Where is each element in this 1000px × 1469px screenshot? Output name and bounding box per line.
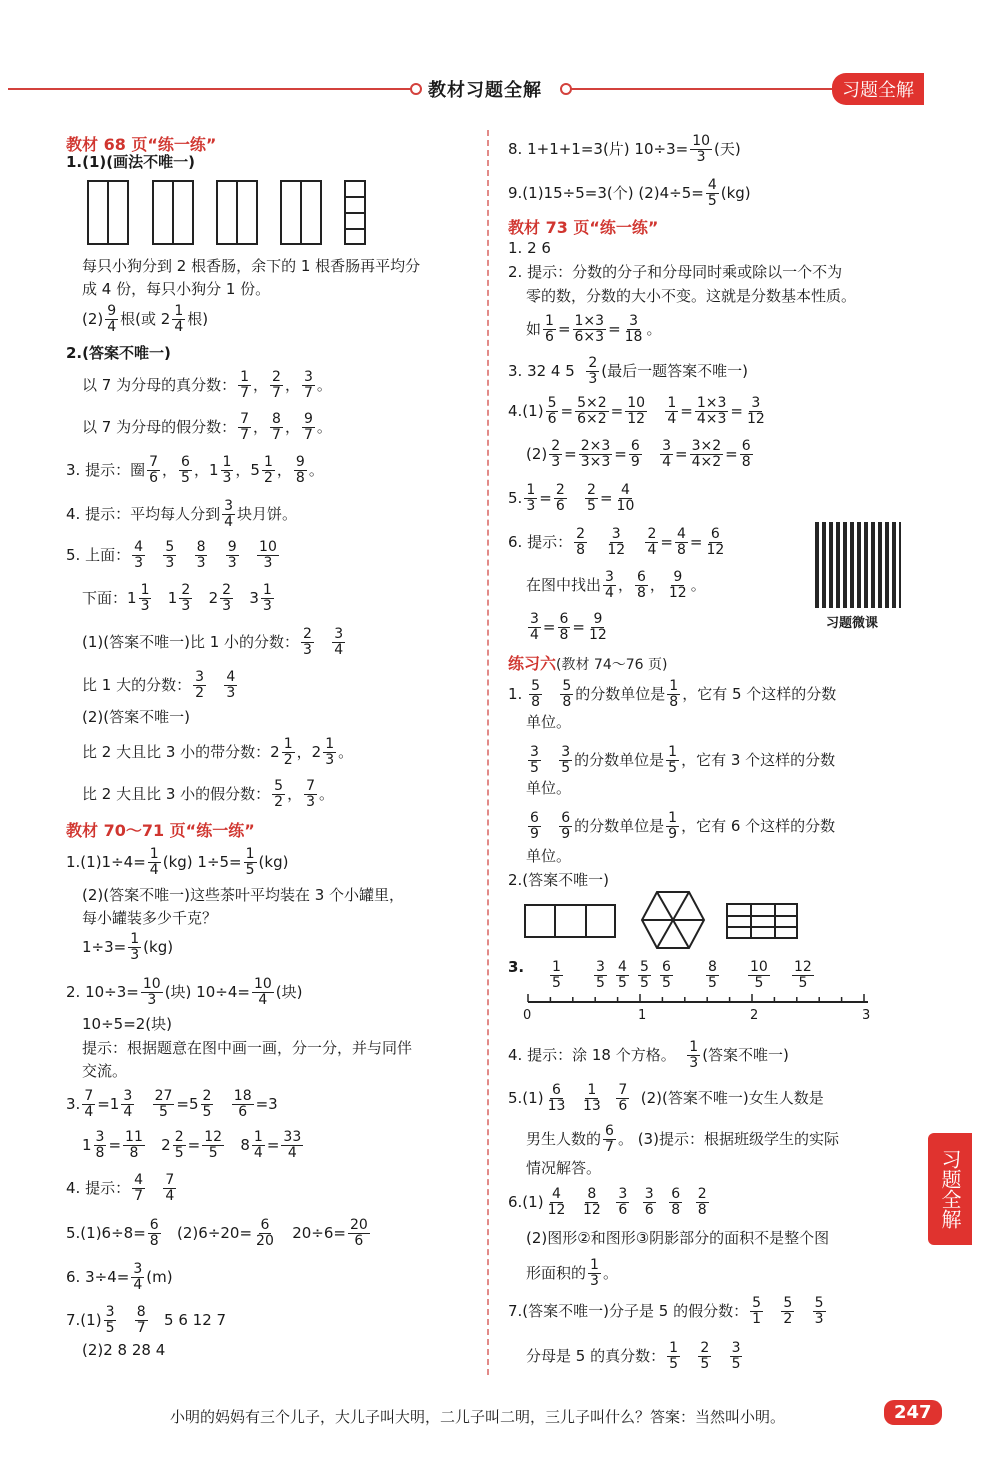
grid-divider bbox=[750, 903, 752, 939]
number-line bbox=[518, 958, 878, 1024]
grid-divider bbox=[726, 915, 798, 917]
text-line: 4.(1) $\frac{5}{6}$ = $\frac{5\times 2}{6\times 2}$ = $\frac{10}{12}$ $\frac{1}{4}$ = $\frac{1\times 3}{4\times 3}$ = $\frac{3}{12}$ bbox=[508, 395, 765, 427]
text-line: 每小罐装多少千克？ bbox=[82, 909, 218, 927]
section-title: 教材 73 页“练一练” bbox=[508, 218, 659, 237]
text-line: 3. $\frac{7}{4}$ =1 $\frac{3}{4}$ $\frac{27}{5}$ =5 $\frac{2}{5}$ $\frac{18}{6}$ =3 bbox=[66, 1088, 278, 1120]
text-line: (2)(答案不唯一)这些茶叶平均装在 3 个小罐里， bbox=[82, 886, 405, 904]
text-line: 3. 提示：圈 $\frac{7}{6}$ ， $\frac{6}{5}$ ，1 $\frac{1}{3}$ ，5 $\frac{1}{2}$ ， $\frac{9}{8}$ 。 bbox=[66, 454, 324, 486]
text-line: (1)(答案不唯一)比 1 小的分数： $\frac{2}{3}$ $\frac{3}{4}$ bbox=[82, 626, 344, 658]
rect-divider bbox=[107, 180, 109, 245]
text-line: 6. 提示： $\frac{2}{8}$ $\frac{3}{12}$ $\frac{2}{4}$ = $\frac{4}{8}$ = $\frac{6}{12}$ bbox=[508, 526, 725, 558]
tick-label-3: 3 bbox=[862, 1008, 871, 1023]
footer-text: 小明的妈妈有三个儿子，大儿子叫大明，二儿子叫二明，三儿子叫什么？答案：当然叫小明。 bbox=[170, 1408, 786, 1426]
page-number: 247 bbox=[884, 1400, 942, 1425]
text-line: 下面：1 $\frac{1}{3}$ 1 $\frac{2}{3}$ 2 $\frac{2}{3}$ 3 $\frac{1}{3}$ bbox=[82, 582, 272, 614]
header-rule-left bbox=[8, 88, 413, 90]
text-line: $\frac{3}{5}$ $\frac{3}{5}$ 的分数单位是 $\frac{1}{5}$ ，它有 3 个这样的分数 bbox=[530, 744, 836, 776]
text-line: 8. 1+1+1=3(片) 10÷3= $\frac{10}{3}$ (天) bbox=[508, 133, 741, 165]
text-line: 5.(1) $\frac{6}{13}$ $\frac{1}{13}$ $\frac{7}{6}$ (2)(答案不唯一)女生人数是 bbox=[508, 1082, 824, 1114]
text-line: $\frac{6}{9}$ $\frac{6}{9}$ 的分数单位是 $\frac{1}{9}$ ，它有 6 个这样的分数 bbox=[530, 810, 836, 842]
text-line: 7.(1) $\frac{3}{5}$ $\frac{8}{7}$ 5 6 12 7 bbox=[66, 1304, 227, 1336]
text-line: 9.(1)15÷5=3(个) (2)4÷5= $\frac{4}{5}$ (kg) bbox=[508, 177, 751, 209]
tick-label-1: 1 bbox=[638, 1008, 647, 1023]
text-line: 单位。 bbox=[526, 847, 572, 865]
rect-divider bbox=[585, 904, 587, 938]
text-line: 比 2 大且比 3 小的带分数：2 $\frac{1}{2}$ ，2 $\frac{1}{3}$ 。 bbox=[82, 736, 354, 768]
text-line: 3. bbox=[508, 958, 525, 976]
rect-divider bbox=[172, 180, 174, 245]
text-line: 4. 提示： $\frac{4}{7}$ $\frac{7}{4}$ bbox=[66, 1172, 175, 1204]
text-line: 5. 上面： $\frac{4}{3}$ $\frac{5}{3}$ $\frac{8}{3}$ $\frac{9}{3}$ $\frac{10}{3}$ bbox=[66, 539, 277, 571]
text-line: 2.(答案不唯一) bbox=[66, 344, 171, 362]
qr-label: 习题微课 bbox=[826, 616, 879, 631]
text-line: $\frac{3}{4}$ = $\frac{6}{8}$ = $\frac{9}{12}$ bbox=[530, 611, 607, 643]
text-line: 零的数，分数的大小不变。这就是分数基本性质。 bbox=[526, 287, 857, 305]
text-line: 3. 32 4 5 $\frac{2}{3}$ (最后一题答案不唯一) bbox=[508, 355, 748, 387]
text-line: 以 7 为分母的假分数： $\frac{7}{7}$ ， $\frac{8}{7}$ ， $\frac{9}{7}$ 。 bbox=[82, 411, 332, 443]
tick-label-0: 0 bbox=[523, 1008, 532, 1023]
rect-divider bbox=[344, 228, 366, 230]
text-line: 5.(1)6÷8= $\frac{6}{8}$ (2)6÷20= $\frac{6}{20}$ 20÷6= $\frac{20}{6}$ bbox=[66, 1217, 368, 1249]
qr-code-icon[interactable] bbox=[815, 522, 901, 608]
text-line: 成 4 份，每只小狗分 1 份。 bbox=[82, 280, 271, 298]
tick-label-2: 2 bbox=[750, 1008, 759, 1023]
text-line: 单位。 bbox=[526, 713, 572, 731]
text-line: 1÷3= $\frac{1}{3}$ (kg) bbox=[82, 931, 174, 963]
section-title: 教材 68 页“练一练” bbox=[66, 135, 217, 154]
text-line: (2)(答案不唯一) bbox=[82, 708, 190, 726]
header-title: 教材习题全解 bbox=[428, 80, 542, 101]
hexagon-figure bbox=[640, 890, 706, 950]
header-rule-right bbox=[570, 88, 832, 90]
text-line: 情况解答。 bbox=[526, 1159, 602, 1177]
rect-divider bbox=[554, 904, 556, 938]
text-line: 形面积的 $\frac{1}{3}$ 。 bbox=[526, 1257, 618, 1289]
column-divider bbox=[487, 130, 489, 1375]
text-line: 1.(1)(画法不唯一) bbox=[66, 153, 195, 171]
text-line: 1. $\frac{5}{8}$ $\frac{5}{8}$ 的分数单位是 $\frac{1}{8}$ ，它有 5 个这样的分数 bbox=[508, 678, 837, 710]
side-tab[interactable]: 习题全解 bbox=[928, 1133, 972, 1245]
text-line: 10÷5=2(块) bbox=[82, 1015, 173, 1033]
text-line: (2) $\frac{9}{4}$ 根(或 2 $\frac{1}{4}$ 根) bbox=[82, 303, 209, 335]
text-line: 提示：根据题意在图中画一画，分一分，并与同伴 bbox=[82, 1039, 413, 1057]
text-line: 2. 提示：分数的分子和分母同时乘或除以一个不为 bbox=[508, 263, 843, 281]
text-line: 2.(答案不唯一) bbox=[508, 871, 610, 889]
text-line: 1. 2 6 bbox=[508, 239, 551, 257]
text-line: 交流。 bbox=[82, 1062, 128, 1080]
text-line: (2) $\frac{2}{3}$ = $\frac{2\times 3}{3\times 3}$ = $\frac{6}{9}$ $\frac{3}{4}$ = $\frac{3\times 2}{4\times 2}$ = $\frac{6}{8}$ bbox=[526, 438, 751, 470]
text-line: 如 $\frac{1}{6}$ = $\frac{1\times 3}{6\times 3}$ = $\frac{3}{18}$ 。 bbox=[526, 313, 662, 345]
rect-divider bbox=[236, 180, 238, 245]
text-line: 在图中找出 $\frac{3}{4}$ ， $\frac{6}{8}$ ， $\frac{9}{12}$ 。 bbox=[526, 569, 706, 601]
grid-figure bbox=[726, 903, 798, 939]
text-line: 4. 提示：涂 18 个方格。 $\frac{1}{3}$ (答案不唯一) bbox=[508, 1039, 789, 1071]
rect-divider bbox=[344, 212, 366, 214]
header-dot-left bbox=[410, 83, 422, 95]
section-title: 教材 70～71 页“练一练” bbox=[66, 821, 255, 840]
text-line: (2)2 8 28 4 bbox=[82, 1341, 166, 1359]
rect-divider bbox=[344, 196, 366, 198]
grid-divider bbox=[774, 903, 776, 939]
text-line: 比 2 大且比 3 小的假分数： $\frac{5}{2}$ ， $\frac{7}{3}$ 。 bbox=[82, 778, 335, 810]
text-line: 男生人数的 $\frac{6}{7}$ 。 (3)提示：根据班级学生的实际 bbox=[526, 1123, 839, 1155]
header-badge: 习题全解 bbox=[832, 73, 924, 105]
rect-thirds-figure bbox=[524, 904, 616, 938]
text-line: 比 1 大的分数： $\frac{3}{2}$ $\frac{4}{3}$ bbox=[82, 669, 236, 701]
text-line: 以 7 为分母的真分数： $\frac{1}{7}$ ， $\frac{2}{7}$ ， $\frac{3}{7}$ 。 bbox=[82, 369, 332, 401]
text-line: 5. $\frac{1}{3}$ = $\frac{2}{6}$ $\frac{2}{5}$ = $\frac{4}{10}$ bbox=[508, 482, 635, 514]
section-title: 练习六(教材 74～76 页) bbox=[508, 654, 668, 673]
rect-divider bbox=[300, 180, 302, 245]
text-line: 1 $\frac{3}{8}$ = $\frac{11}{8}$ 2 $\frac{2}{5}$ = $\frac{12}{5}$ 8 $\frac{1}{4}$ = $\frac{33}{4}$ bbox=[82, 1129, 302, 1161]
text-line: 1.(1)1÷4= $\frac{1}{4}$ (kg) 1÷5= $\frac{1}{5}$ (kg) bbox=[66, 846, 289, 878]
text-line: 7.(答案不唯一)分子是 5 的假分数： $\frac{5}{1}$ $\frac{5}{2}$ $\frac{5}{3}$ bbox=[508, 1295, 824, 1327]
text-line: 单位。 bbox=[526, 779, 572, 797]
text-line: 2. 10÷3= $\frac{10}{3}$ (块) 10÷4= $\frac{10}{4}$ (块) bbox=[66, 976, 303, 1008]
text-line: 分母是 5 的真分数： $\frac{1}{5}$ $\frac{2}{5}$ $\frac{3}{5}$ bbox=[526, 1340, 741, 1372]
grid-divider bbox=[726, 926, 798, 928]
text-line: 6. 3÷4= $\frac{3}{4}$ (m) bbox=[66, 1261, 173, 1293]
text-line: (2)图形②和图形③阴影部分的面积不是整个图 bbox=[526, 1229, 830, 1247]
text-line: 6.(1) $\frac{4}{12}$ $\frac{8}{12}$ $\frac{3}{6}$ $\frac{3}{6}$ $\frac{6}{8}$ $\frac{2}{8}$ bbox=[508, 1186, 707, 1218]
text-line: 每只小狗分到 2 根香肠，余下的 1 根香肠再平均分 bbox=[82, 257, 421, 275]
text-line: 4. 提示：平均每人分到 $\frac{3}{4}$ 块月饼。 bbox=[66, 498, 298, 530]
